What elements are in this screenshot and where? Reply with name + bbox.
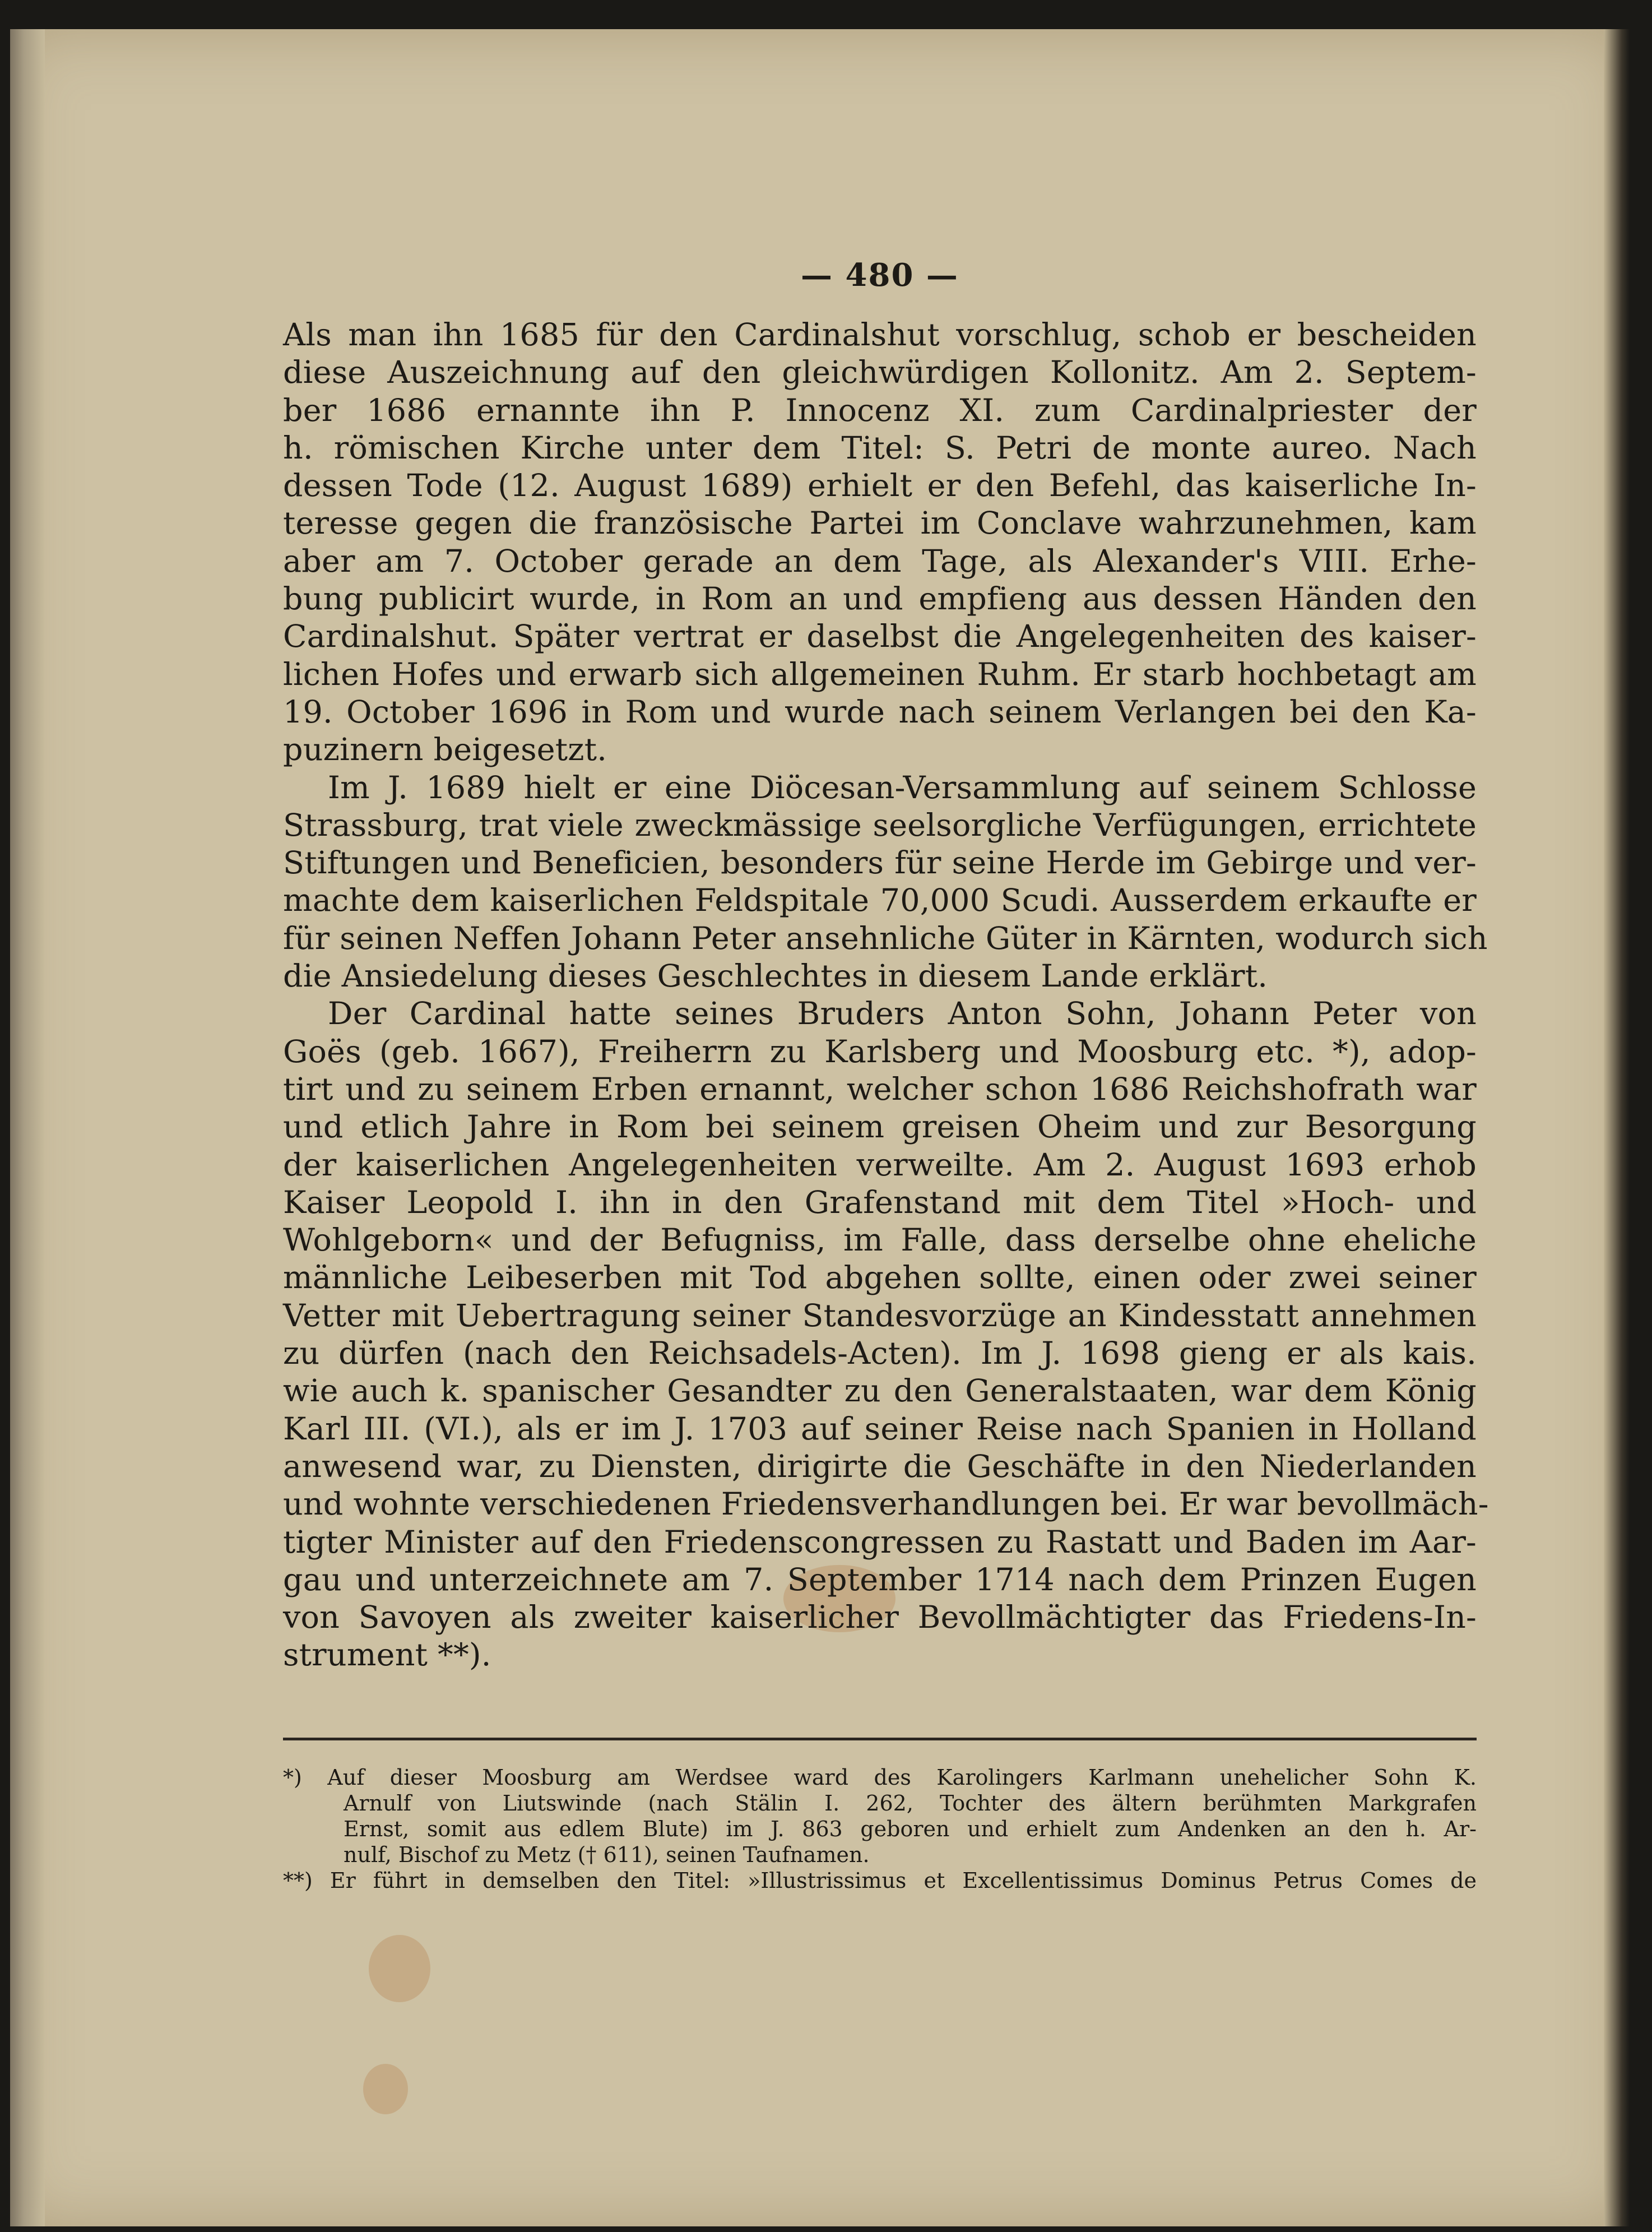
main-text [283, 257, 1489, 1674]
footnote-line: Arnulf von Liutswinde (nach Stälin I. 262, Tochter des ältern berühmten Markgrafen [344, 1791, 1477, 1816]
text-line: Karl III. (VI.), als er im J. 1703 auf seiner Reise nach Spanien in Holland [283, 1410, 1477, 1447]
text-line: lichen Hofes und erwarb sich allgemeinen Ruhm. Er starb hochbetagt am [283, 656, 1477, 693]
footnote-line: Ernst, somit aus edlem Blute) im J. 863 geboren und erhielt zum Andenken an den h. Ar- [344, 1817, 1477, 1841]
text-line: männliche Leibeserben mit Tod abgehen sollte, einen oder zwei seiner [283, 1259, 1477, 1296]
footnotes [283, 1765, 1477, 1893]
text-line: gau und unterzeichnete am 7. September 1714 nach dem Prinzen Eugen [283, 1561, 1477, 1598]
text-line: Kaiser Leopold I. ihn in den Grafenstand mit dem Titel »Hoch- und [283, 1184, 1477, 1221]
footnote-divider [283, 1738, 1477, 1740]
text-line: anwesend war, zu Diensten, dirigirte die Geschäfte in den Niederlanden [283, 1448, 1477, 1485]
text-line: von Savoyen als zweiter kaiserlicher Bevollmächtigter das Friedens-In- [283, 1599, 1477, 1636]
text-line: h. römischen Kirche unter dem Titel: S. Petri de monte aureo. Nach [283, 429, 1477, 466]
text-line: Im J. 1689 hielt er eine Diöcesan-Versammlung auf seinem Schlosse [328, 769, 1477, 806]
text-line: tirt und zu seinem Erben ernannt, welcher schon 1686 Reichshofrath war [283, 1071, 1477, 1108]
text-line: Als man ihn 1685 für den Cardinalshut vorschlug, schob er bescheiden [283, 317, 1477, 353]
text-line: 19. October 1696 in Rom und wurde nach seinem Verlangen bei den Ka- [283, 693, 1477, 730]
text-line: machte dem kaiserlichen Feldspitale 70,000 Scudi. Ausserdem erkaufte er [283, 882, 1477, 919]
text-line: Der Cardinal hatte seines Bruders Anton Sohn, Johann Peter von [328, 995, 1477, 1032]
text-line: aber am 7. October gerade an dem Tage, als Alexander's VIII. Erhe- [283, 543, 1477, 580]
text-line: und wohnte verschiedenen Friedensverhandlungen bei. Er war bevollmäch- [283, 1486, 1489, 1523]
text-line: der kaiserlichen Angelegenheiten verweilte. Am 2. August 1693 erhob [283, 1146, 1477, 1183]
page-edge [1604, 29, 1630, 2226]
page-binding [10, 29, 45, 2226]
footnote-line: *) Auf dieser Moosburg am Werdsee ward des Karolingers Karlmann unehelicher Sohn K. [283, 1765, 1477, 1790]
text-line: dessen Tode (12. August 1689) erhielt er den Befehl, das kaiserliche In- [283, 467, 1477, 504]
text-line: puzinern beigesetzt. [283, 731, 607, 768]
text-line: Wohlgeborn« und der Befugniss, im Falle, dass derselbe ohne eheliche [283, 1222, 1477, 1259]
text-line: für seinen Neffen Johann Peter ansehnliche Güter in Kärnten, wodurch sich [283, 920, 1488, 957]
text-line: Cardinalshut. Später vertrat er daselbst die Angelegenheiten des kaiser- [283, 618, 1477, 655]
text-line: tigter Minister auf den Friedenscongressen zu Rastatt und Baden im Aar- [283, 1523, 1477, 1560]
body-paragraphs [283, 316, 1489, 1674]
page-number: — 480 — [801, 257, 959, 294]
text-line: Goës (geb. 1667), Freiherrn zu Karlsberg und Moosburg etc. *), adop- [283, 1033, 1477, 1070]
text-line: zu dürfen (nach den Reichsadels-Acten). Im J. 1698 gieng er als kais. [283, 1335, 1477, 1372]
text-line: Strassburg, trat viele zweckmässige seelsorgliche Verfügungen, errichtete [283, 807, 1477, 844]
text-line: Vetter mit Uebertragung seiner Standesvorzüge an Kindesstatt annehmen [283, 1297, 1477, 1334]
foxing-stain [369, 1935, 430, 2002]
text-line: diese Auszeichnung auf den gleichwürdigen Kollonitz. Am 2. Septem- [283, 354, 1477, 391]
text-line: wie auch k. spanischer Gesandter zu den Generalstaaten, war dem König [283, 1373, 1477, 1410]
text-line: bung publicirt wurde, in Rom an und empfieng aus dessen Händen den [283, 581, 1477, 618]
text-line: die Ansiedelung dieses Geschlechtes in diesem Lande erklärt. [283, 958, 1268, 995]
text-line: strument **). [283, 1637, 491, 1674]
footnote-line: **) Er führt in demselben den Titel: »Illustrissimus et Excellentissimus Dominus Petrus Comes de [283, 1868, 1477, 1893]
text-line: Stiftungen und Beneficien, besonders für seine Herde im Gebirge und ver- [283, 845, 1477, 882]
text-line: teresse gegen die französische Partei im Conclave wahrzunehmen, kam [283, 505, 1477, 542]
footnote-line: nulf, Bischof zu Metz († 611), seinen Taufnamen. [344, 1842, 870, 1867]
foxing-stain [363, 2064, 408, 2114]
text-line: und etlich Jahre in Rom bei seinem greisen Oheim und zur Besorgung [283, 1109, 1477, 1146]
text-line: ber 1686 ernannte ihn P. Innocenz XI. zum Cardinalpriester der [283, 392, 1477, 429]
